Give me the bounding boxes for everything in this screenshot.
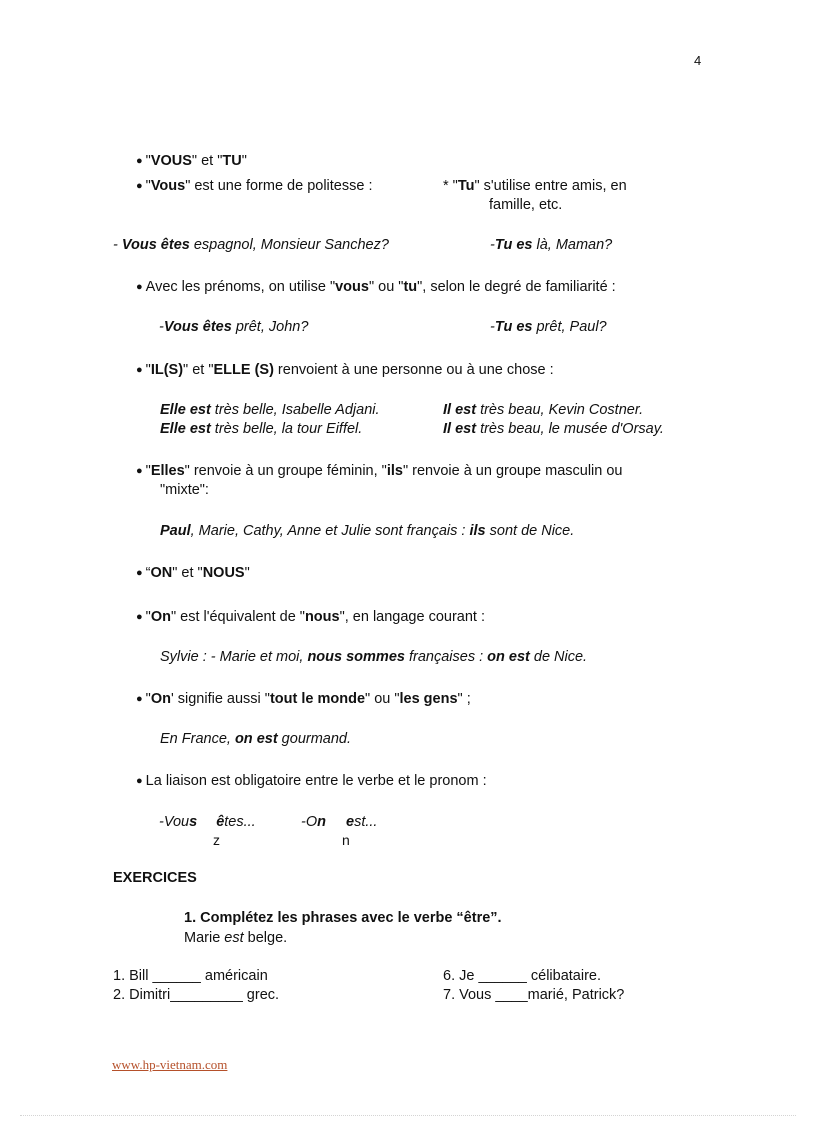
example-tu-es-pret: -Tu es prêt, Paul? xyxy=(490,319,607,335)
example-il-est-1: Il est très beau, Kevin Costner. xyxy=(443,402,644,418)
bullet-vous-tu: ● "VOUS" et "TU" xyxy=(136,153,247,169)
bullet-icon: ● xyxy=(136,567,143,579)
bullet-icon: ● xyxy=(136,465,143,477)
example-liaison-vous: -Vous êtes... xyxy=(159,814,256,830)
bullet-on-equivalent: ● "On" est l'équivalent de "nous", en langage courant : xyxy=(136,609,485,625)
bullet-on-tout-le-monde: ● "On' signifie aussi "tout le monde" ou "les gens" ; xyxy=(136,691,471,707)
example-il-est-2: Il est très beau, le musée d'Orsay. xyxy=(443,421,664,437)
exercise-item: 7. Vous ____marié, Patrick? xyxy=(443,987,625,1003)
exercise-item: 1. Bill ______ américain xyxy=(113,968,268,984)
bullet-icon: ● xyxy=(136,693,143,705)
bullet-prenoms: ● Avec les prénoms, on utilise "vous" ou "tu", selon le degré de familiarité : xyxy=(136,279,616,295)
bullet-icon: ● xyxy=(136,180,143,192)
bullet-icon: ● xyxy=(136,775,143,787)
example-liaison-on: -On est... xyxy=(301,814,378,830)
example-vous-etes: - Vous êtes espagnol, Monsieur Sanchez? xyxy=(113,237,389,253)
bullet-elles-ils-line2: "mixte": xyxy=(160,482,209,498)
tu-note-line2: famille, etc. xyxy=(489,197,563,213)
bullet-icon: ● xyxy=(136,611,143,623)
exercices-title: EXERCICES xyxy=(113,870,197,886)
liaison-n: n xyxy=(342,832,350,848)
tu-note: * "Tu" s'utilise entre amis, en xyxy=(443,178,627,194)
bullet-liaison: ● La liaison est obligatoire entre le verbe et le pronom : xyxy=(136,773,487,789)
example-elle-est-2: Elle est très belle, la tour Eiffel. xyxy=(160,421,363,437)
exercise-item: 2. Dimitri_________ grec. xyxy=(113,987,280,1003)
page-number: 4 xyxy=(694,53,702,68)
exercise-1-example: Marie est belge. xyxy=(184,930,288,946)
example-tu-es: -Tu es là, Maman? xyxy=(490,237,613,253)
bullet-icon: ● xyxy=(136,364,143,376)
example-ils-sont: Paul, Marie, Cathy, Anne et Julie sont français : ils sont de Nice. xyxy=(160,523,575,539)
exercise-item: 6. Je ______ célibataire. xyxy=(443,968,601,984)
bullet-elles-ils: ● "Elles" renvoie à un groupe féminin, "ils" renvoie à un groupe masculin ou xyxy=(136,463,623,479)
example-elle-est-1: Elle est très belle, Isabelle Adjani. xyxy=(160,402,380,418)
example-on-est-gourmand: En France, on est gourmand. xyxy=(160,731,352,747)
footer-divider xyxy=(20,1115,796,1116)
exercise-1-title: 1. Complétez les phrases avec le verbe “être”. xyxy=(184,910,502,926)
bullet-on-nous: ● “ON" et "NOUS" xyxy=(136,565,250,581)
bullet-icon: ● xyxy=(136,155,143,167)
bullet-vous-politesse: ● "Vous" est une forme de politesse : xyxy=(136,178,373,194)
bullet-icon: ● xyxy=(136,281,143,293)
liaison-z: z xyxy=(213,832,220,848)
example-nous-sommes: Sylvie : - Marie et moi, nous sommes françaises : on est de Nice. xyxy=(160,649,588,665)
footer-website-link[interactable]: www.hp-vietnam.com xyxy=(112,1057,228,1072)
example-vous-etes-pret: -Vous êtes prêt, John? xyxy=(159,319,309,335)
bullet-il-elle: ● "IL(S)" et "ELLE (S) renvoient à une personne ou à une chose : xyxy=(136,362,554,378)
